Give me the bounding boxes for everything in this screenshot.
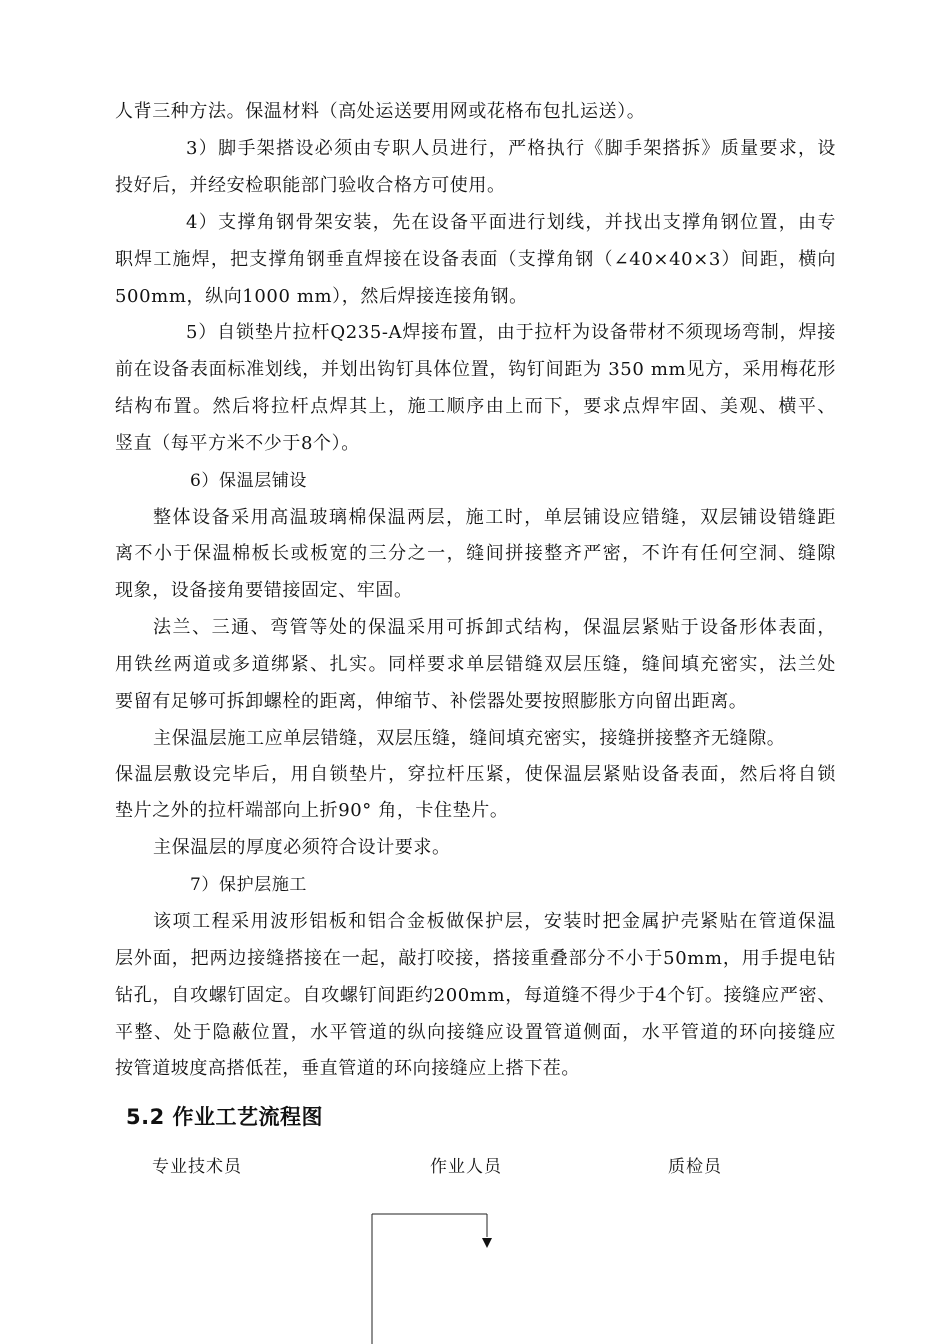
subheading: 6）保温层铺设 — [190, 471, 308, 491]
text-line: 按管道坡度高搭低茬，垂直管道的环向接缝应上搭下茬。 — [115, 1058, 580, 1079]
flowchart-connector — [360, 1205, 500, 1344]
text-line: 主保温层的厚度必须符合设计要求。 — [153, 837, 451, 858]
text-line: 投好后，并经安检职能部门验收合格方可使用。 — [115, 175, 506, 196]
text-line: 5）自锁垫片拉杆Q235-A焊接布置，由于拉杆为设备带材不须现场弯制，焊接 — [186, 322, 836, 343]
text-line: 整体设备采用高温玻璃棉保温两层，施工时，单层铺设应错缝，双层铺设错缝距 — [153, 507, 836, 528]
text-line: 要留有足够可拆卸螺栓的距离，伸缩节、补偿器处要按照膨胀方向留出距离。 — [115, 691, 748, 712]
arrow-down-icon — [482, 1238, 492, 1248]
text-line: 法兰、三通、弯管等处的保温采用可拆卸式结构，保温层紧贴于设备形体表面， — [153, 617, 836, 638]
text-line: 4）支撑角钢骨架安装，先在设备平面进行划线，并找出支撑角钢位置，由专 — [186, 212, 836, 233]
subheading: 7）保护层施工 — [190, 875, 308, 895]
text-line: 现象，设备接角要错接固定、牢固。 — [115, 580, 413, 601]
role-technician: 专业技术员 — [152, 1157, 242, 1177]
text-line: 保温层敷设完毕后，用自锁垫片，穿拉杆压紧，使保温层紧贴设备表面，然后将自锁 — [115, 764, 836, 785]
text-line: 前在设备表面标准划线，并划出钩钉具体位置，钩钉间距为 350 mm见方，采用梅花形 — [115, 359, 836, 380]
text-line: 平整、处于隐蔽位置，水平管道的纵向接缝应设置管道侧面，水平管道的环向接缝应 — [115, 1022, 836, 1043]
role-operator: 作业人员 — [430, 1157, 502, 1177]
text-line: 500mm，纵向1000 mm），然后焊接连接角钢。 — [115, 286, 528, 307]
text-line: 结构布置。然后将拉杆点焊其上，施工顺序由上而下，要求点焊牢固、美观、横平、 — [115, 396, 836, 417]
text-line: 竖直（每平方米不少于8个）。 — [115, 433, 360, 454]
text-line: 该项工程采用波形铝板和铝合金板做保护层，安装时把金属护壳紧贴在管道保温 — [153, 911, 836, 932]
text-line: 职焊工施焊，把支撑角钢垂直焊接在设备表面（支撑角钢（∠40×40×3）间距，横向 — [115, 249, 836, 270]
text-line: 主保温层施工应单层错缝，双层压缝，缝间填充密实，接缝拼接整齐无缝隙。 — [153, 728, 786, 749]
text-line: 离不小于保温棉板长或板宽的三分之一，缝间拼接整齐严密，不许有任何空洞、缝隙 — [115, 543, 836, 564]
section-title: 5.2 作业工艺流程图 — [126, 1105, 324, 1129]
text-line: 用铁丝两道或多道绑紧、扎实。同样要求单层错缝双层压缝，缝间填充密实，法兰处 — [115, 654, 836, 675]
role-inspector: 质检员 — [668, 1157, 722, 1177]
text-line: 层外面，把两边接缝搭接在一起，敲打咬接，搭接重叠部分不小于50mm，用手提电钻 — [115, 948, 836, 969]
text-line: 人背三种方法。保温材料（高处运送要用网或花格布包扎运送）。 — [115, 101, 646, 122]
text-line: 3）脚手架搭设必须由专职人员进行，严格执行《脚手架搭拆》质量要求，设 — [186, 138, 836, 159]
text-line: 垫片之外的拉杆端部向上折90° 角，卡住垫片。 — [115, 800, 509, 821]
text-line: 钻孔，自攻螺钉固定。自攻螺钉间距约200mm，每道缝不得少于4个钉。接缝应严密、 — [115, 985, 836, 1006]
